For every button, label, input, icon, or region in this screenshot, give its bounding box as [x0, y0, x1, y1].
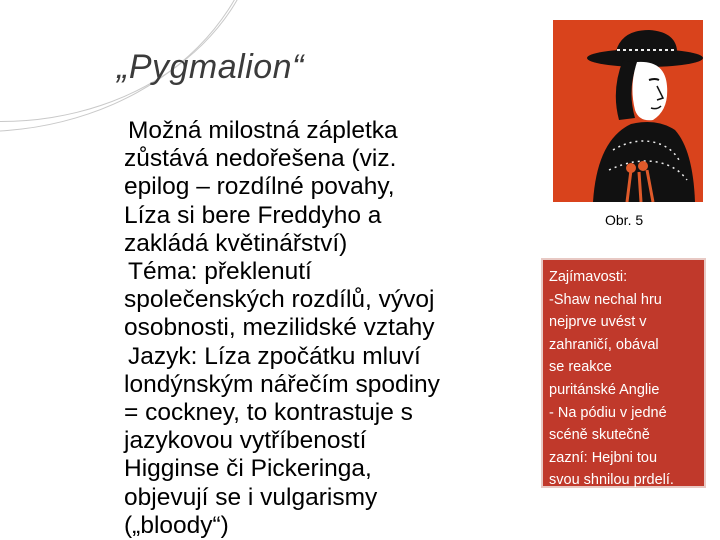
bullet-list	[118, 117, 538, 540]
bullet-line: zůstává nedořešena (viz.	[124, 145, 397, 173]
trivia-line: - Na pódiu v jedné	[549, 404, 667, 421]
trivia-line: scéně skutečně	[549, 427, 650, 444]
trivia-line: -Shaw nechal hru	[549, 291, 662, 308]
bullet-line: londýnským nářečím spodiny	[124, 370, 440, 398]
portrait-illustration	[553, 20, 703, 202]
bullet-line: = cockney, to kontrastuje s	[124, 399, 413, 427]
bullet-item-plot	[118, 117, 538, 258]
trivia-line: Zajímavosti:	[549, 269, 628, 285]
trivia-line: puritánské Anglie	[549, 381, 660, 398]
bullet-line: osobnosti, mezilidské vztahy	[124, 314, 435, 342]
illustration-image	[553, 20, 703, 202]
slide-title: „Pygmalion“	[117, 48, 304, 86]
bullet-line: objevují se i vulgarismy	[124, 483, 378, 511]
bullet-item-theme	[118, 258, 538, 343]
trivia-line: nejprve uvést v	[549, 314, 647, 331]
bullet-line: Jazyk: Líza zpočátku mluví	[128, 342, 421, 370]
trivia-line: se reakce	[549, 359, 612, 376]
bullet-line: („bloody“)	[124, 511, 229, 539]
bullet-line: zakládá květinářství)	[124, 229, 348, 257]
bullet-line: společenských rozdílů, vývoj	[124, 286, 435, 314]
bullet-line: epilog – rozdílné povahy,	[124, 173, 395, 201]
trivia-line: svou shnilou prdelí.	[549, 472, 674, 489]
trivia-box	[541, 258, 706, 488]
trivia-line: zazní: Hejbni tou	[549, 449, 658, 466]
bullet-line: Higginse či Pickeringa,	[124, 455, 372, 483]
bullet-line: Líza si bere Freddyho a	[124, 201, 382, 229]
bullet-line: Téma: překlenutí	[128, 258, 312, 286]
bullet-item-language	[118, 343, 538, 540]
bullet-line: jazykovou vytříbeností	[124, 427, 367, 455]
figure-caption: Obr. 5	[605, 212, 644, 228]
trivia-line: zahraničí, obával	[549, 336, 659, 353]
bullet-line: Možná milostná zápletka	[128, 117, 398, 144]
